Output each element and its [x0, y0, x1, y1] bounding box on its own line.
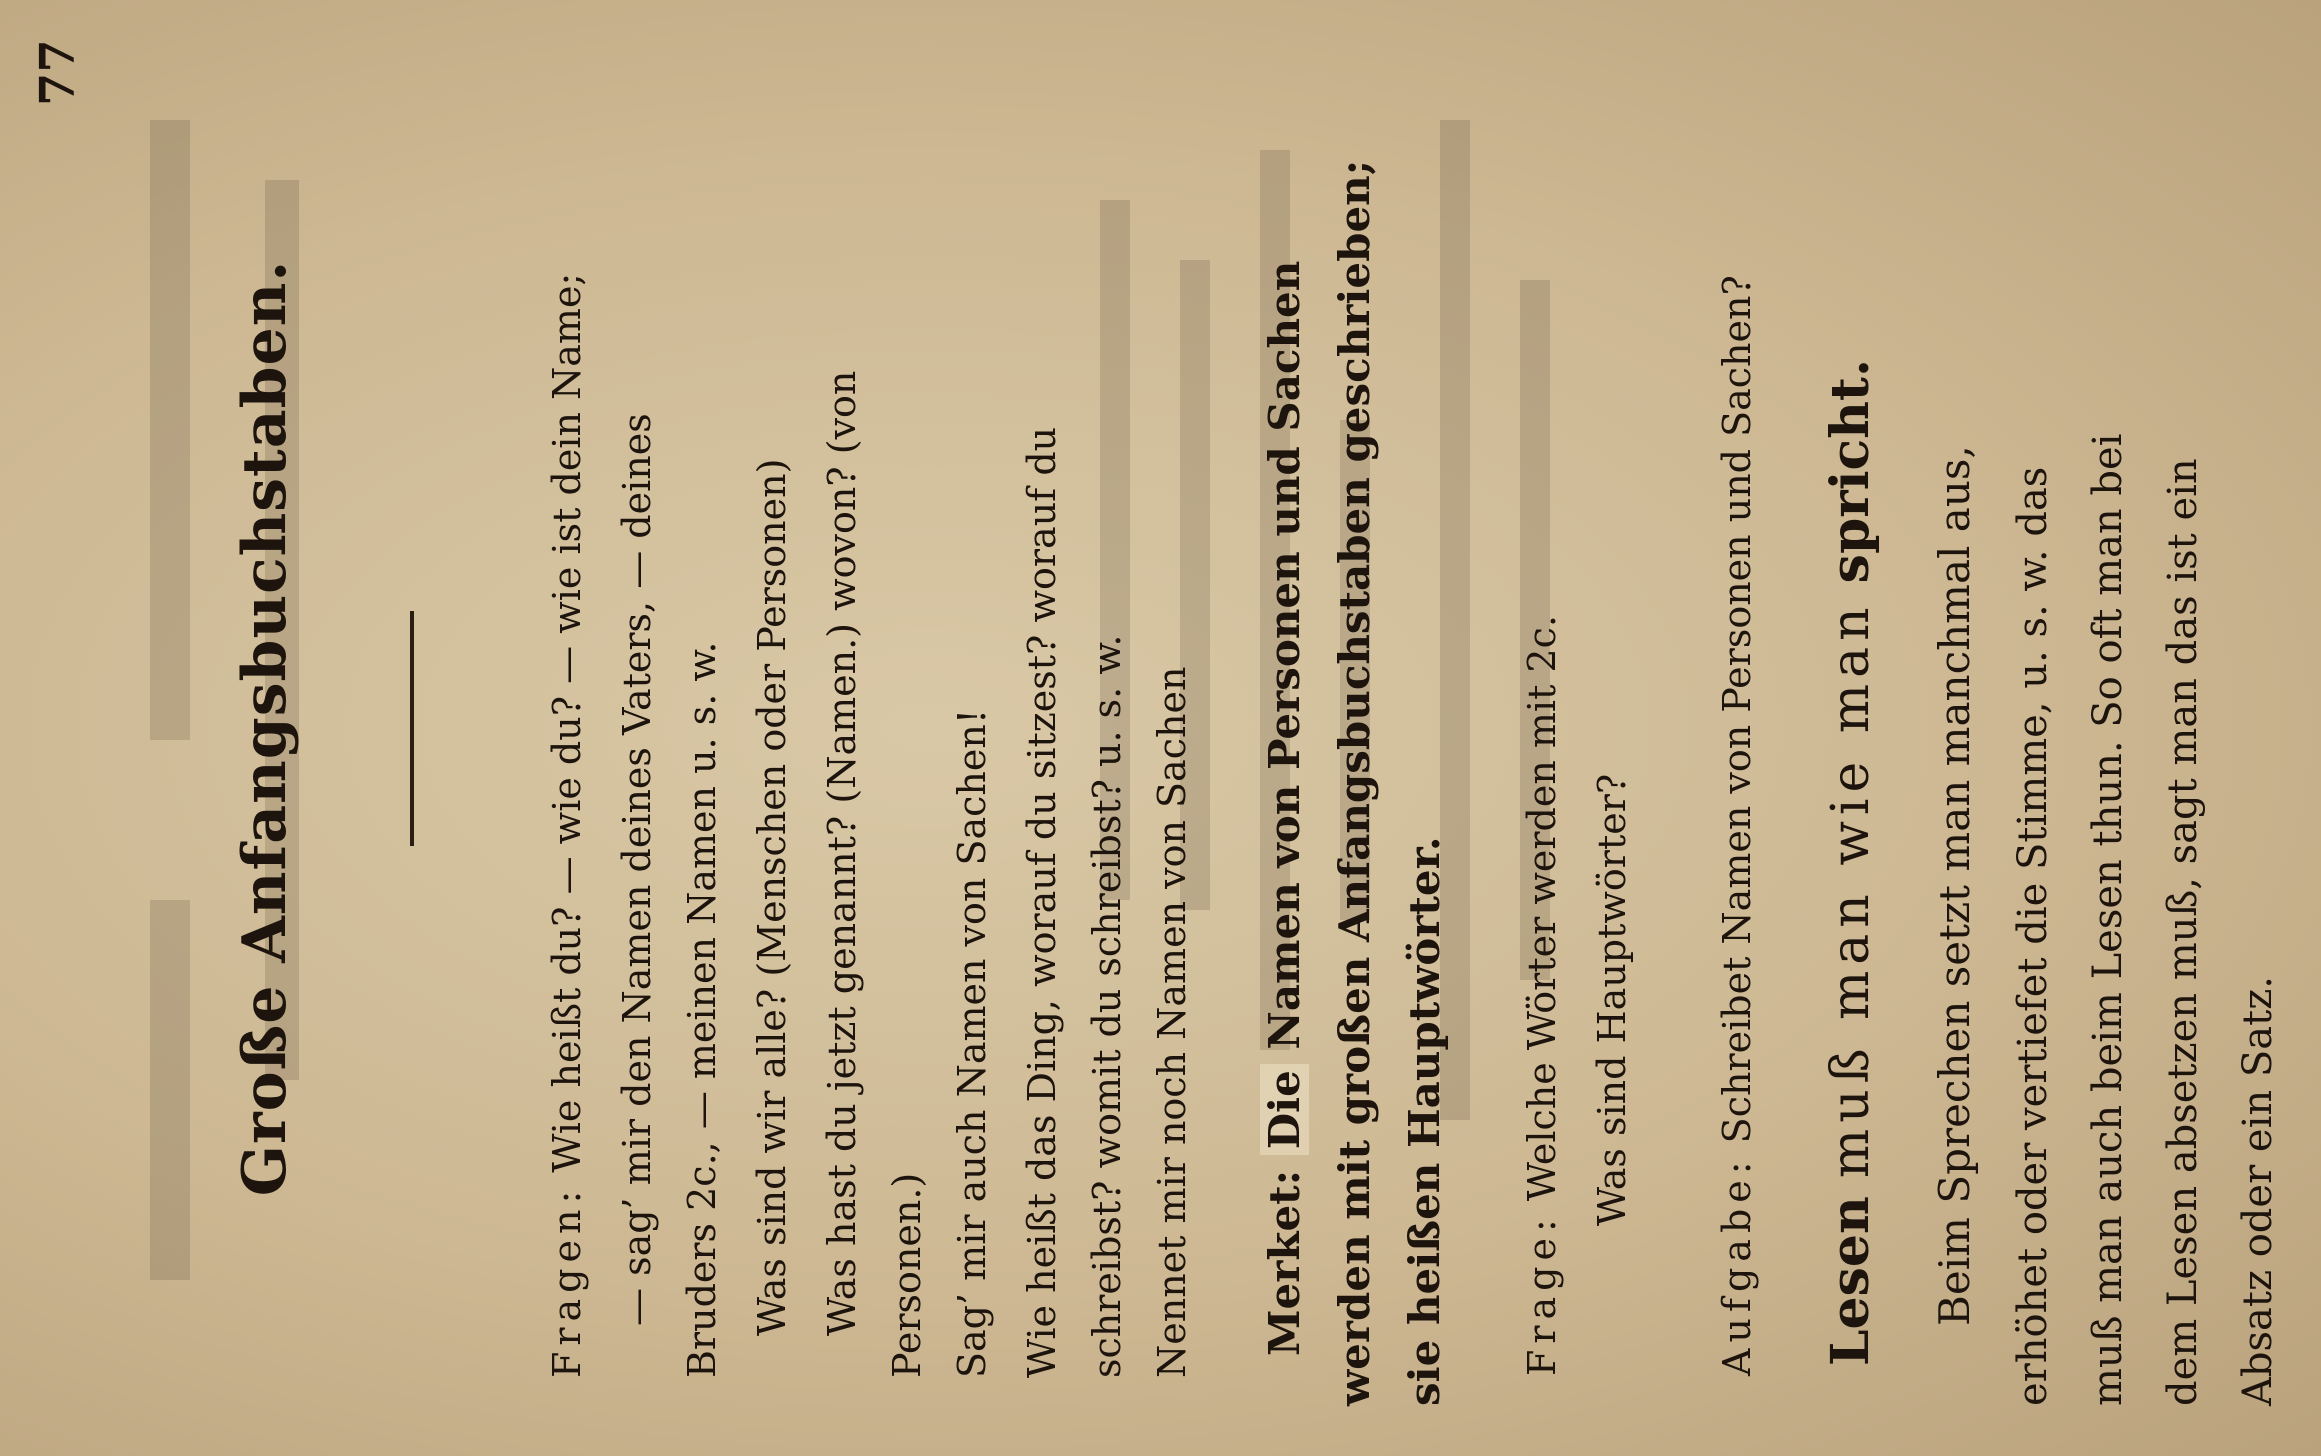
aufgabe-label: Aufgabe: — [1715, 1155, 1759, 1376]
frage-text-1: Welche Wörter werden mit 2c. — [1520, 615, 1564, 1202]
merket-label: Merket: — [1260, 1169, 1309, 1356]
paragraph-line-4: dem Lesen absetzen muß, sagt man das ist ein — [2160, 458, 2206, 1406]
paragraph-line-2: erhöhet oder vertiefet die Stimme, u. s. w. das — [2010, 466, 2056, 1406]
section-heading — [1820, 359, 1881, 1366]
aufgabe-text: Schreibet Namen von Personen und Sachen? — [1715, 275, 1759, 1144]
merket-line-1 — [1260, 261, 1309, 1356]
merket-line-2: werden mit großen Anfangsbuchstaben geschrieben; — [1330, 159, 1379, 1406]
fragen-label: Fragen: — [545, 1184, 589, 1378]
merket-word: Die — [1260, 1064, 1309, 1155]
fragen-line-5: Was hast du jetzt genannt? (Namen.) wovon? (von — [820, 370, 864, 1336]
frage-line-2: Was sind Hauptwörter? — [1590, 773, 1634, 1226]
fragen-line-6: Personen.) — [885, 1172, 929, 1378]
frage-label: Frage: — [1520, 1213, 1564, 1376]
fragen-text-1: Wie heißt du? — wie du? — wie ist dein Name; — [545, 272, 589, 1173]
heading-part-2: muß man wie man — [1821, 601, 1881, 1179]
frage-line-1 — [1520, 615, 1564, 1376]
fragen-line-2: — sag’ mir den Namen deines Vaters, — deines — [615, 413, 659, 1326]
title-divider — [410, 611, 414, 846]
heading-part-1: Lesen — [1820, 1196, 1881, 1366]
fragen-line-9: schreibst? womit du schreibst? u. s. w. — [1085, 634, 1129, 1378]
page-number: 77 — [30, 39, 86, 106]
fragen-line-7: Sag’ mir auch Namen von Sachen! — [950, 708, 994, 1378]
merket-text-1: Namen von Personen und Sachen — [1260, 260, 1309, 1050]
fragen-line-1 — [545, 273, 589, 1378]
fragen-line-10: Nennet mir noch Namen von Sachen — [1150, 666, 1194, 1378]
paragraph-line-1: Beim Sprechen setzt man manchmal aus, — [1930, 445, 1979, 1326]
aufgabe-line — [1715, 275, 1759, 1376]
heading-part-3: spricht. — [1820, 358, 1881, 584]
fragen-line-8: Wie heißt das Ding, worauf du sitzest? worauf du — [1020, 426, 1064, 1378]
paragraph-line-3: muß man auch beim Lesen thun. So oft man bei — [2085, 433, 2131, 1406]
fragen-line-3: Bruders 2c., — meinen Namen u. s. w. — [680, 641, 724, 1378]
page-title: Große Anfangsbuchstaben. — [230, 259, 300, 1197]
fragen-line-4: Was sind wir alle? (Menschen oder Personen) — [750, 458, 794, 1336]
paragraph-line-5: Absatz oder ein Satz. — [2235, 976, 2281, 1406]
merket-line-3: sie heißen Hauptwörter. — [1400, 836, 1449, 1406]
